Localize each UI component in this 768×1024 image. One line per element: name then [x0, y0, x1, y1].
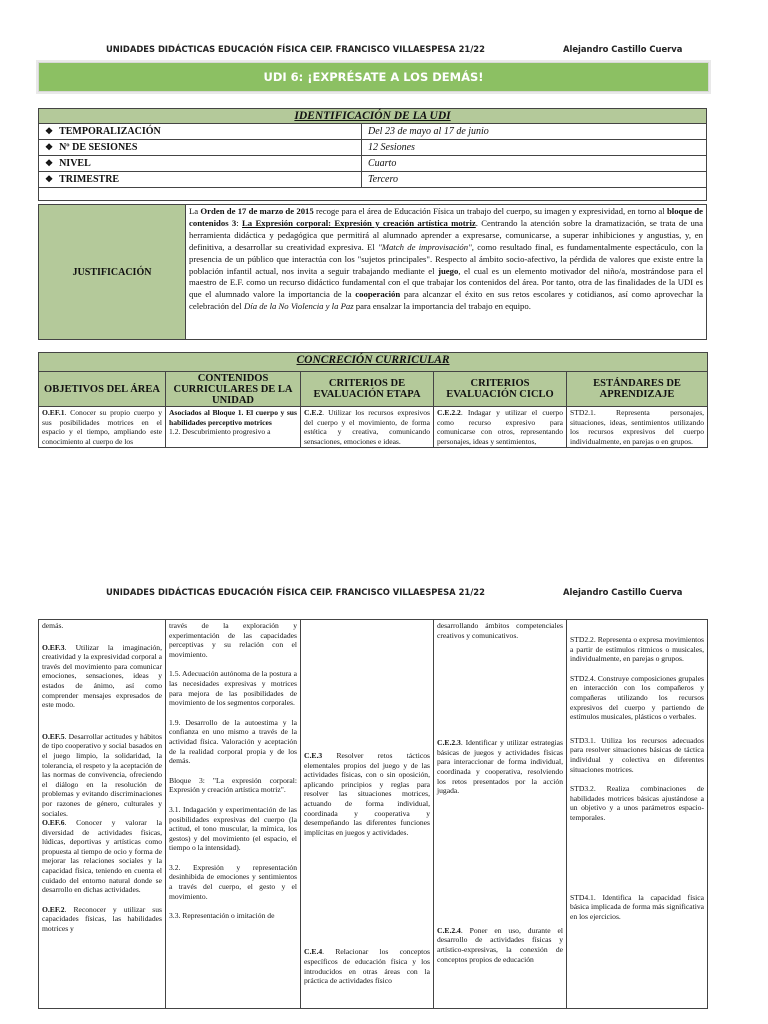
criteria-stage-cell: C.E.2. Utilizar los recursos expresivos del cuerpo y el movimiento, de forma estética y creativa, comunicando sensaciones, emociones e ideas. [301, 407, 434, 448]
curricular-table-continued [38, 619, 708, 1009]
standards-cell: STD2.1. Representa personajes, situaciones, ideas, sentimientos utilizando los recursos expresivos del cuerpo individualmente, en parejas o en grupos. [567, 407, 708, 448]
identification-title: IDENTIFICACIÓN DE LA UDI [39, 109, 707, 124]
row-value: Cuarto [362, 156, 707, 172]
header-title: UNIDADES DIDÁCTICAS EDUCACIÓN FÍSICA CEIP. FRANCISCO VILLAESPESA 21/22 [106, 587, 485, 597]
row-label: NIVEL [59, 158, 91, 169]
header-title: UNIDADES DIDÁCTICAS EDUCACIÓN FÍSICA CEIP. FRANCISCO VILLAESPESA 21/22 [106, 44, 485, 54]
diamond-bullet-icon: ❖ [45, 126, 54, 136]
column-header: CRITERIOS EVALUACIÓN CICLO [434, 372, 567, 407]
header-row [39, 372, 708, 407]
table-row [39, 620, 708, 1009]
diamond-bullet-icon: ❖ [45, 142, 54, 152]
justification-box [38, 204, 707, 340]
curricular-title: CONCRECIÓN CURRICULAR [39, 353, 708, 372]
diamond-bullet-icon: ❖ [45, 174, 54, 184]
table-row [39, 172, 707, 188]
standards-cell: STD2.2. Representa o expresa movimientos a partir de estímulos rítmicos o musicales, individualmente, en parejas o grupos. STD2.4. Construye composiciones grupales en interacción con los compañeros y compañeras utilizando los recursos expresivos del cuerpo y partiendo de estímulos musicales, plásticos o verbales. STD3.1. Utiliza los recursos adecuados para resolver situaciones básicas de táctica individual y colectiva en diferentes situaciones motrices. STD3.2. Realiza combinaciones de habilidades motrices básicas ajustándose a un objetivo y a unos parámetros espacio-temporales. STD4.1. Identifica la capacidad física básica implicada de forma más significativa en los ejercicios. [567, 620, 708, 1009]
justification-label: JUSTIFICACIÓN [39, 205, 186, 339]
criteria-cycle-cell: C.E.2.2. Indagar y utilizar el cuerpo como recurso expresivo para comunicarse con otros, representando personajes, ideas y sentimientos, [434, 407, 567, 448]
empty-row [39, 188, 707, 201]
table-row [39, 140, 707, 156]
row-label: TEMPORALIZACIÓN [59, 126, 161, 137]
table-row [39, 407, 708, 448]
row-value: Tercero [362, 172, 707, 188]
criteria-cycle-cell: desarrollando ámbitos competenciales creativos y comunicativos. C.E.2.3. Identificar y utilizar estrategias básicas de juegos y actividades físicas para interaccionar de forma individual, coordinada y cooperativa, resolviendo los retos presentados por la acción jugada. C.E.2.4. Poner en uso, durante el desarrollo de actividades físicas y artístico-expresivas, la conexión de conceptos propios de educación [434, 620, 567, 1009]
column-header: OBJETIVOS DEL ÁREA [39, 372, 166, 407]
row-label: TRIMESTRE [59, 174, 120, 185]
content-cell: través de la exploración y experimentación de las capacidades perceptivas y su relación con el movimiento. 1.5. Adecuación autónoma de la postura a las necesidades expresivas y motrices para mejora de las posibilidades de movimiento de los segmentos corporales. 1.9. Desarrollo de la autoestima y la confianza en uno mismo a través de la actividad física. Valoración y aceptación de la realidad corporal propia y de los demás. Bloque 3: "La expresión corporal: Expresión y creación artística motriz". 3.1. Indagación y experimentación de las posibilidades expresivas del cuerpo (la actitud, el tono muscular, la mímica, los gestos) y del movimiento (el espacio, el tiempo o la intensidad). 3.2. Expresión y representación desinhibida de emociones y sentimientos a través del cuerpo, el gesto y el movimiento. 3.3. Representación o imitación de [166, 620, 301, 1009]
table-row [39, 156, 707, 172]
column-header: ESTÁNDARES DE APRENDIZAJE [567, 372, 708, 407]
udi-title-banner: UDI 6: ¡EXPRÉSATE A LOS DEMÁS! [38, 62, 709, 92]
row-value: Del 23 de mayo al 17 de junio [362, 124, 707, 140]
header-author: Alejandro Castillo Cuerva [563, 587, 683, 597]
diamond-bullet-icon: ❖ [45, 158, 54, 168]
table-row [39, 124, 707, 140]
justification-text: La Orden de 17 de marzo de 2015 recoge para el área de Educación Física un trabajo del cuerpo, su imagen y expresividad, en torno al bloque de contenidos 3: La Expresión corporal: Expresión y creación artística motriz. Centrando la atención sobre la dramatización, se trata de una herramienta didáctica y pedagógica que permitirá al alumnado aprender a expresarse, comunicarse, a superar inhibiciones y angustias, y, en definitiva, a desarrollar su creatividad expresiva. El "Match de improvisación", como resultado final, es fundamentalmente espectáculo, con la presencia de un público que interactúa con los "sujetos principales". Respecto al ámbito socio-afectivo, la pérdida de valores que existe entre la población infantil actual, nos invita a seguir trabajando mediante el juego, el cual es un elemento motivador del niño/a, mostrándose para el maestro de E.F. como un recurso didáctico fundamental con el que trabajar los contenidos del área. Por tanto, otra de las finalidades de la UDI es que el alumnado valore la importancia de la cooperación para alcanzar el éxito en sus retos escolares y cotidianos, así como aprovechar la celebración del Día de la No Violencia y la Paz para ensalzar la importancia del trabajo en equipo. [189, 206, 704, 312]
row-label: Nº DE SESIONES [59, 142, 138, 153]
header-author: Alejandro Castillo Cuerva [563, 44, 683, 54]
objective-cell: O.EF.1. Conocer su propio cuerpo y sus posibilidades motrices en el espacio y el tiempo, ampliando este conocimiento al cuerpo de los [39, 407, 166, 448]
identification-table [38, 108, 707, 201]
content-cell: Asociados al Bloque 1. El cuerpo y sus habilidades perceptivo motrices 1.2. Descubrimiento progresivo a [166, 407, 301, 448]
column-header: CONTENIDOS CURRICULARES DE LA UNIDAD [166, 372, 301, 407]
column-header: CRITERIOS DE EVALUACIÓN ETAPA [301, 372, 434, 407]
curricular-table [38, 352, 708, 448]
row-value: 12 Sesiones [362, 140, 707, 156]
objective-cell: demás. O.EF.3. Utilizar la imaginación, creatividad y la expresividad corporal a través del movimiento para comunicar emociones, sensaciones, ideas y estados de ánimo, así como comprender mensajes expresados de este modo. O.EF.5. Desarrollar actitudes y hábitos de tipo cooperativo y social basados en el juego limpio, la solidaridad, la tolerancia, el respeto y la aceptación de las normas de convivencia, ofreciendo el diálogo en la resolución de problemas y evitando discriminaciones por razones de género, culturales y sociales. O.EF.6. Conocer y valorar la diversidad de actividades físicas, lúdicas, deportivas y artísticas como propuesta al tiempo de ocio y forma de mejorar las relaciones sociales y la capacidad física, teniendo en cuenta el cuidado del entorno natural donde se desarrollo en dichas actividades. O.EF.2. Reconocer y utilizar sus capacidades físicas, las habilidades motrices y [39, 620, 166, 1009]
criteria-stage-cell: C.E.3 Resolver retos tácticos elementales propios del juego y de las actividades físicas, con o sin oposición, aplicando principios y reglas para resolver las situaciones motrices, actuando de forma individual, coordinada y cooperativa y desempeñando las diferentes funciones implícitas en juegos y actividades. C.E.4. Relacionar los conceptos específicos de educación física y los introducidos en otras áreas con la práctica de actividades físico [301, 620, 434, 1009]
